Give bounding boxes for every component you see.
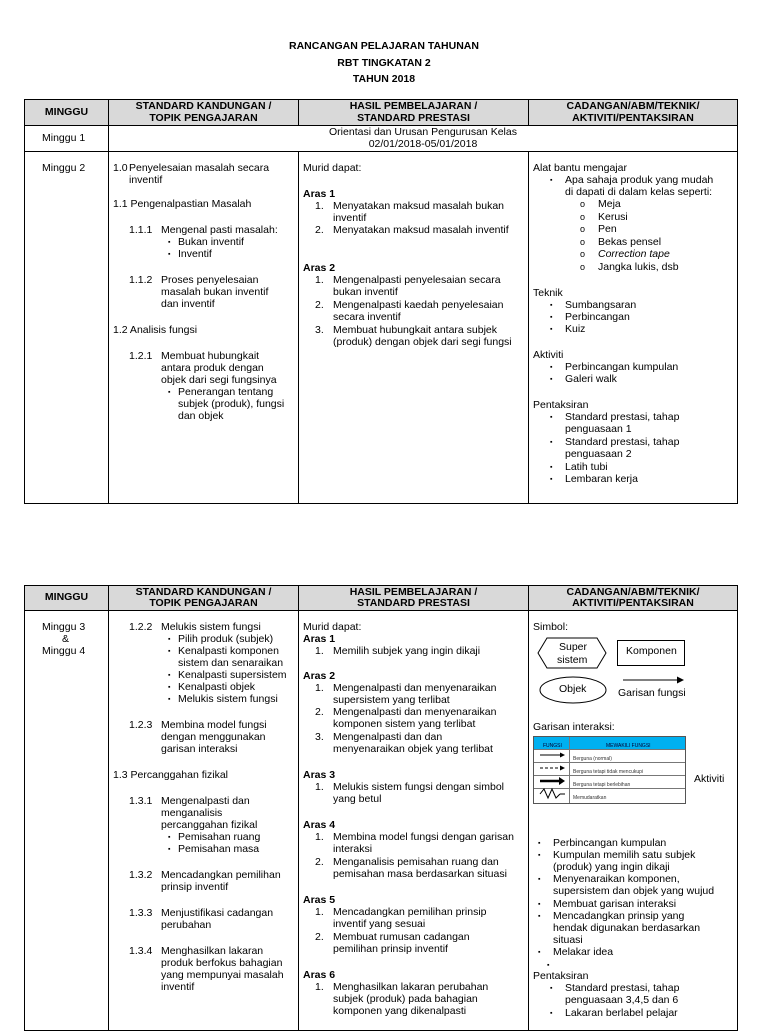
col-standard: STANDARD KANDUNGAN / TOPIK PENGAJARAN (109, 100, 299, 126)
col-minggu: MINGGU (25, 100, 109, 126)
cadangan-cell: Simbol: Super sistem Komponen Objek Garisan fungsi Garisan interaksi: FUNGSI MEWAKILI FUNGSI Berguna (normal) Berguna tetapi tidak mencukupi Berguna tetapi berlebihan Memudaratkan Aktiviti ▪ Perbincangan kumpulan ▪ Kumpulan memilih satu subjek (produk) yang ingin dikaji ▪ Menyenaraikan komponen, supersistem dan objek yang wujud ▪ Membuat garisan interaksi ▪ Mencadangkan prinsip yang hendak digunakan berdasarkan situasi ▪ Melakar idea ▪ Pentaksiran ▪ Standard prestasi, tahap penguasaan 3,4,5 dan 6 ▪ Lakaran berlabel pelajar (529, 611, 738, 1031)
cadangan-cell: Alat bantu mengajar ▪ Apa sahaja produk yang mudah di dapati di dalam kelas seperti: o Meja o Kerusi o Pen o Bekas pensel o Correction tape o Jangka lukis, dsb Teknik ▪ Sumbangsaran ▪ Perbincangan ▪ Kuiz Aktiviti ▪ Perbincangan kumpulan ▪ Galeri walk Pentaksiran ▪ Standard prestasi, tahap penguasaan 1 ▪ Standard prestasi, tahap penguasaan 2 ▪ Latih tubi ▪ Lembaran kerja (529, 151, 738, 503)
hasil-cell: Murid dapat: Aras 1 1. Memilih subjek yang ingin dikaji Aras 2 1. Mengenalpasti dan menyenaraikan supersistem yang terlibat 2. Mengenalpasti dan menyenaraikan komponen sistem yang terlibat 3. Mengenalpasti dan dan menyenaraikan objek yang terlibat Aras 3 1. Melukis sistem fungsi dengan simbol yang betul Aras 4 1. Membina model fungsi dengan garisan interaksi 2. Menganalisis pemisahan ruang dan pemisahan masa berdasarkan situasi Aras 5 1. Mencadangkan pemilihan prinsip inventif yang sesuai 2. Membuat rumusan cadangan pemilihan prinsip inventif Aras 6 1. Menghasilkan lakaran perubahan subjek (produk) pada bahagian komponen yang dikenalpasti (299, 611, 529, 1031)
col-minggu: MINGGU (25, 586, 109, 611)
table-row (25, 126, 738, 152)
standard-cell: 1.2.2 Melukis sistem fungsi ▪ Pilih produk (subjek) ▪ Kenalpasti komponen sistem dan senaraikan ▪ Kenalpasti supersistem ▪ Kenalpasti objek ▪ Melukis sistem fungsi 1.2.3 Membina model fungsi dengan menggunakan garisan interaksi 1.3 Percanggahan fizikal 1.3.1 Mengenalpasti dan menganalisis percanggahan fizikal ▪ Pemisahan ruang ▪ Pemisahan masa 1.3.2 Mencadangkan pemilihan prinsip inventif 1.3.3 Menjustifikasi cadangan perubahan 1.3.4 Menghasilkan lakaran produk berfokus bahagian yang mempunyai masalah inventif (109, 611, 299, 1031)
week-label: Minggu 2 (42, 161, 86, 174)
week-cell (25, 126, 109, 152)
interaction-lines-legend: FUNGSI MEWAKILI FUNGSI Berguna (normal) Berguna tetapi tidak mencukupi Berguna tetapi berlebihan Memudaratkan (533, 736, 686, 804)
col-hasil: HASIL PEMBELAJARAN / STANDARD PRESTASI (299, 100, 529, 126)
week-cell: Minggu 3 & Minggu 4 (25, 611, 109, 1031)
col-cadangan: CADANGAN/ABM/TEKNIK/ AKTIVITI/PENTAKSIRAN (529, 100, 738, 126)
arrow-right-icon (621, 675, 685, 685)
col-cadangan: CADANGAN/ABM/TEKNIK/ AKTIVITI/PENTAKSIRAN (529, 586, 738, 611)
document-year: TAHUN 2018 (352, 73, 416, 85)
table-row (25, 611, 738, 1031)
yearly-plan-table-2 (24, 585, 738, 1031)
week-cell (25, 151, 109, 503)
col-standard: STANDARD KANDUNGAN / TOPIK PENGAJARAN (109, 586, 299, 611)
standard-cell: 1.0 Penyelesaian masalah secara inventif 1.1 Pengenalpastian Masalah 1.1.1 Mengenal pasti masalah: ▪ Bukan inventif ▪ Inventif 1.1.2 Proses penyelesaian masalah bukan inventif dan inventif 1.2 Analisis fungsi 1.2.1 Membuat hubungkait antara produk dengan objek dari segi fungsinya ▪ Penerangan tentang subjek (produk), fungsi dan objek (109, 151, 299, 503)
header-row (25, 586, 738, 611)
document-title: RANCANGAN PELAJARAN TAHUNAN (289, 40, 479, 52)
orientation-cell: Orientasi dan Urusan Pengurusan Kelas 02/01/2018-05/01/2018 (109, 126, 738, 152)
col-hasil: HASIL PEMBELAJARAN / STANDARD PRESTASI (299, 586, 529, 611)
header-row (25, 100, 738, 126)
yearly-plan-table-1 (24, 99, 738, 504)
document-subtitle: RBT TINGKATAN 2 (337, 57, 431, 69)
week-label: Minggu 1 (42, 132, 86, 144)
hasil-cell: Murid dapat: Aras 1 1. Menyatakan maksud masalah bukan inventif 2. Menyatakan maksud masalah inventif Aras 2 1. Mengenalpasti penyelesaian secara bukan inventif 2. Mengenalpasti kaedah penyelesaian secara inventif 3. Membuat hubungkait antara subjek (produk) dengan objek dari segi fungsi (299, 151, 529, 503)
table-row (25, 151, 738, 503)
